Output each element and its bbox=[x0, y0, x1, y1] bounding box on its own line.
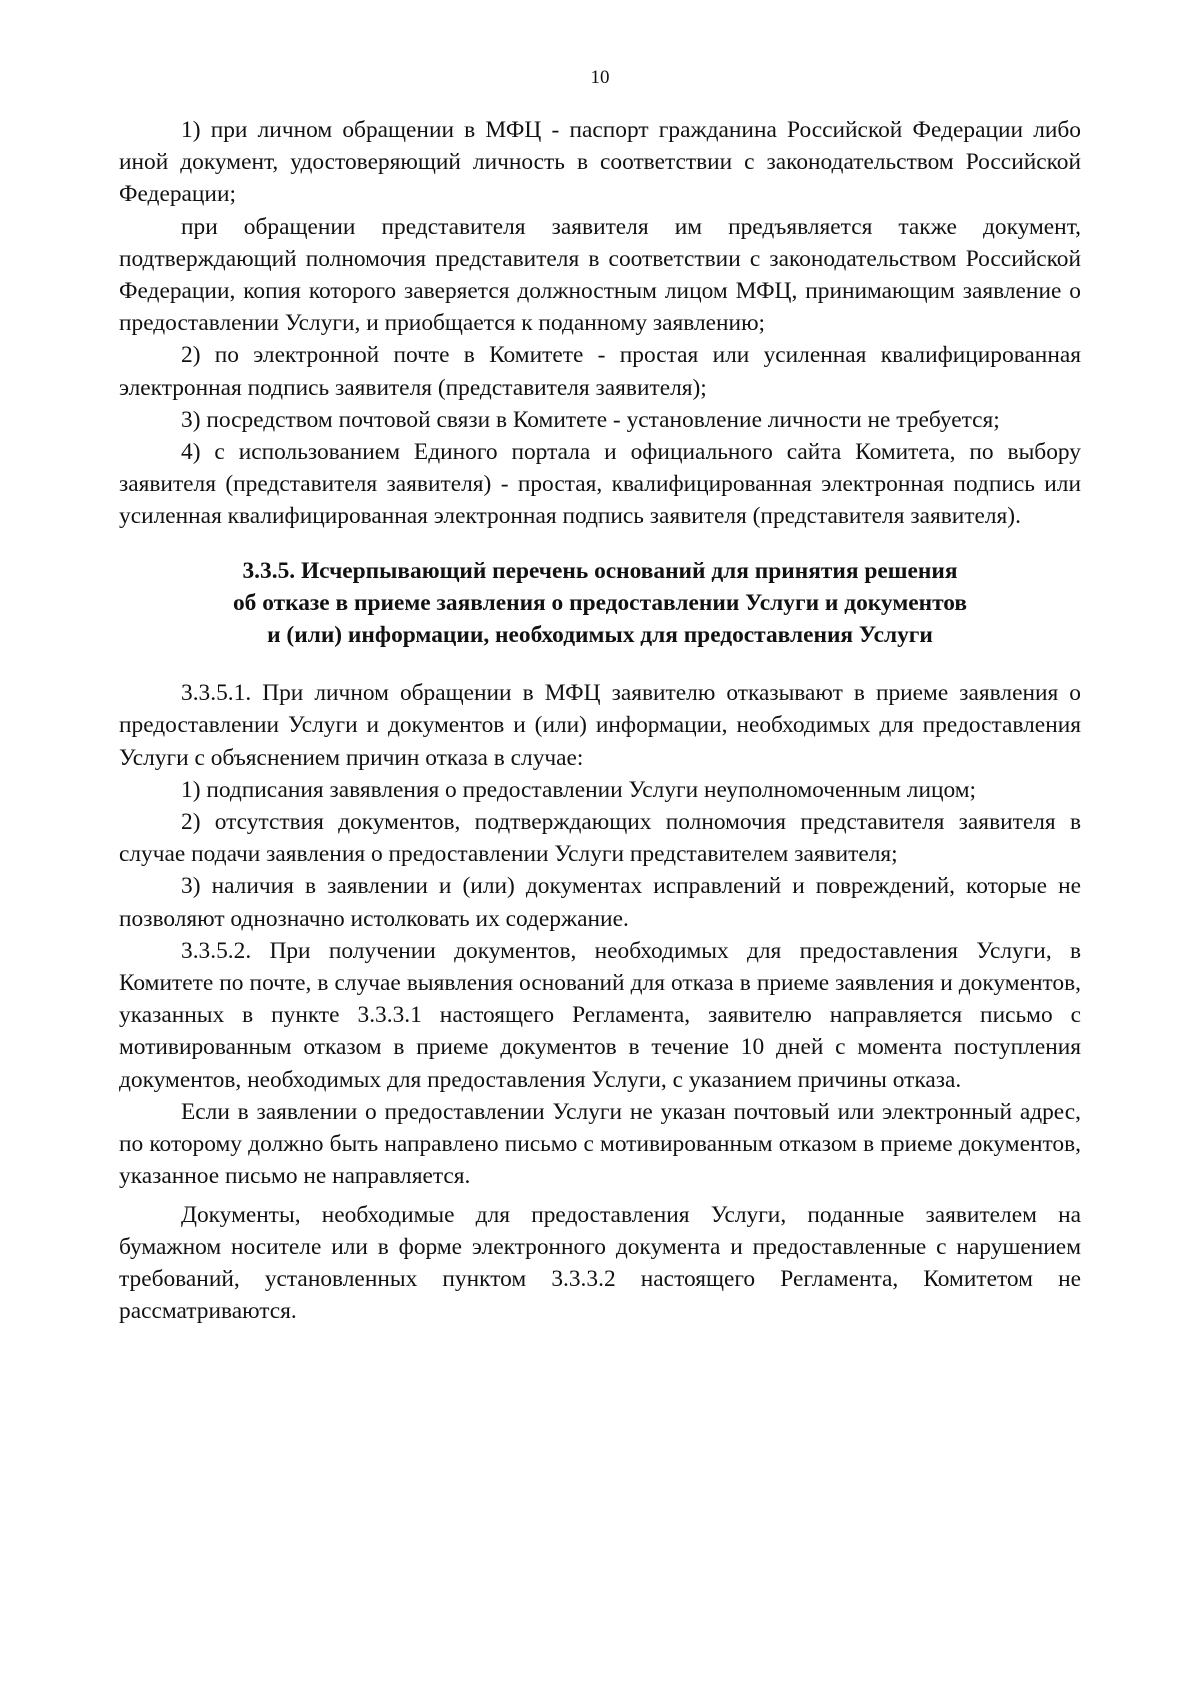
section-heading bbox=[119, 555, 1081, 652]
paragraph: 2) по электронной почте в Комитете - простая или усиленная квалифицированная электронная подпись заявителя (представителя заявителя); bbox=[119, 342, 1081, 401]
paragraph: при обращении представителя заявителя им предъявляется также документ, подтверждающий полномочия представителя в соответствии с законодательством Российской Федерации, копия которого заверяется должностным лицом МФЦ, принимающим заявление о предоставлении Услуги, и приобщается к поданному заявлению; bbox=[119, 213, 1081, 337]
paragraph: 4) с использованием Единого портала и официального сайта Комитета, по выбору заявителя (представителя заявителя) - простая, квалифицированная электронная подпись или усиленная квалифицированная электронная подпись заявителя (представителя заявителя). bbox=[119, 439, 1081, 530]
section-heading-line: 3.3.5. Исчерпывающий перечень оснований для принятия решения bbox=[242, 557, 958, 584]
document-body bbox=[119, 114, 1081, 1327]
paragraph: 3.3.5.2. При получении документов, необходимых для предоставления Услуги, в Комитете по почте, в случае выявления оснований для отказа в приеме заявления и документов, указанных в пункте 3.3.3.1 настоящего Регламента, заявителю направляется письмо с мотивированным отказом в приеме документов в течение 10 дней с момента поступления документов, необходимых для предоставления Услуги, с указанием причины отказа. bbox=[119, 937, 1081, 1093]
page-number: 10 bbox=[590, 67, 610, 88]
paragraph: 1) подписания завявления о предоставлении Услуги неуполномоченным лицом; bbox=[181, 776, 977, 803]
section-heading-line: и (или) информации, необходимых для предоставления Услуги bbox=[267, 622, 933, 649]
paragraph: 3) наличия в заявлении и (или) документах исправлений и повреждений, которые не позволяют однозначно истолковать их содержание. bbox=[119, 873, 1081, 932]
paragraph: 1) при личном обращении в МФЦ - паспорт гражданина Российской Федерации либо иной документ, удостоверяющий личность в соответствии с законодательством Российской Федерации; bbox=[119, 117, 1081, 208]
paragraph: 3.3.5.1. При личном обращении в МФЦ заявителю отказывают в приеме заявления о предоставлении Услуги и документов и (или) информации, необходимых для предоставления Услуги с объяснением причин отказа в случае: bbox=[119, 680, 1081, 771]
section-heading-line: об отказе в приеме заявления о предоставлении Услуги и документов bbox=[232, 589, 968, 616]
paragraph: Документы, необходимые для предоставления Услуги, поданные заявителем на бумажном носителе или в форме электронного документа и предоставленные с нарушением требований, установленных пунктом 3.3.3.2 настоящего Регламента, Комитетом не рассматриваются. bbox=[119, 1201, 1081, 1325]
paragraph: 3) посредством почтовой связи в Комитете - установление личности не требуется; bbox=[181, 406, 1000, 433]
paragraph: Если в заявлении о предоставлении Услуги не указан почтовый или электронный адрес, по которому должно быть направлено письмо с мотивированным отказом в приеме документов, указанное письмо не направляется. bbox=[119, 1098, 1081, 1190]
paragraph: 2) отсутствия документов, подтверждающих полномочия представителя заявителя в случае подачи заявления о предоставлении Услуги представителем заявителя; bbox=[119, 809, 1081, 868]
